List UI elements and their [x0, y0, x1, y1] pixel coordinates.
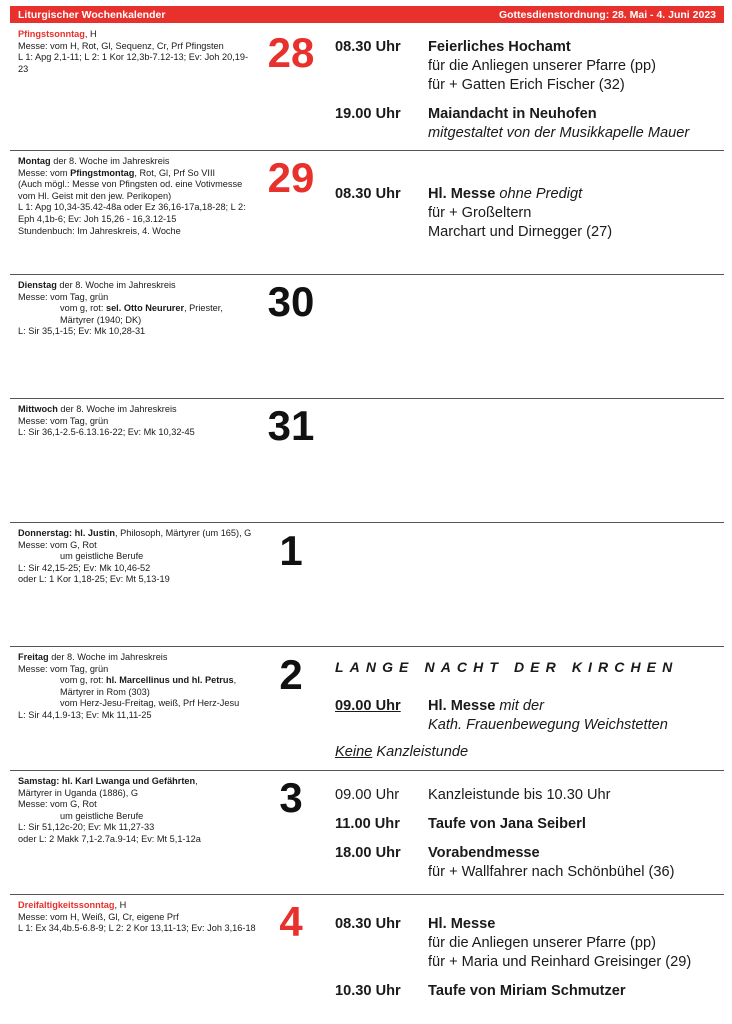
- day-name: Dienstag: [18, 280, 57, 290]
- event-intention: für + Wallfahrer nach Schönbühel (36): [428, 864, 675, 880]
- day-info: Freitag der 8. Woche im Jahreskreis Messe: vom Tag, grün vom g, rot: hl. Marcellinus und hl. Petrus, Märtyrer in Rom (303) vom Herz-Jesu-Freitag, weiß, Prf Herz-Jesu L: Sir 44,1.9-13; Ev: Mk 11,11-25: [18, 652, 258, 722]
- event-intention: Marchart und Dirnegger (27): [428, 224, 613, 240]
- day-4: [10, 895, 724, 1019]
- day-31: [10, 399, 724, 523]
- event-title: Maiandacht in Neuhofen: [428, 106, 597, 122]
- event-title: Hl. Messe: [428, 916, 496, 932]
- day-info: Pfingstsonntag, H Messe: vom H, Rot, Gl, Sequenz, Cr, Prf Pfingsten L 1: Apg 2,1-11; L 2: 1 Kor 12,3b-7.12-13; Ev: Joh 20,19-23: [18, 29, 258, 75]
- event-time: 09.00 Uhr: [335, 698, 401, 714]
- event-title: Hl. Messe: [428, 186, 496, 202]
- day-number: 4: [279, 898, 303, 945]
- event-time: 08.30 Uhr: [335, 916, 401, 932]
- lesung-line: L: Sir 35,1-15; Ev: Mk 10,28-31: [18, 326, 146, 337]
- day-info: Samstag: hl. Karl Lwanga und Gefährten, Märtyrer in Uganda (1886), G Messe: vom G, Rot um geistliche Berufe L: Sir 51,12c-20; Ev: Mk 11,27-33 oder L: 2 Makk 7,1-2.7a.9-14; Ev: Mt 5,1-12a: [18, 776, 258, 846]
- day-2: Freitag der 8. Woche im Jahreskreis Messe: vom Tag, grün vom g, rot: hl. Marcellinus und hl. Petrus, Märtyrer in Rom (303) vom Herz-Jesu-Freitag, weiß, Prf Herz-Jesu L: Sir 44,1.9-13; Ev: Mk 11,11-25 2 LANGE NACHT DER KIRCHEN 09.00 Uhr Hl. Messe mit der Kath. Frauenbewegung Weichstetten Keine Kanzleistunde: [10, 647, 724, 771]
- header-title: Liturgischer Wochenkalender: [18, 8, 166, 21]
- event-intention: für die Anliegen unserer Pfarre (pp): [428, 58, 656, 74]
- day-info: Montag der 8. Woche im Jahreskreis Messe: vom Pfingstmontag, Rot, Gl, Prf So VIII (Auch mögl.: Messe von Pfingsten od. eine Votivmesse vom Hl. Geist mit den jew. Perikopen) L 1: Apg 10,34-35.42-48a oder Ez 36,16-17a,18-28; L 2: Eph 4,1b-6; Ev: Joh 15,26 - 16,3.12-15 Stundenbuch: Im Jahreskreis, 4. Woche: [18, 156, 258, 237]
- event-title: Vorabendmesse: [428, 845, 540, 861]
- event-intention: für + Großeltern: [428, 205, 532, 221]
- calendar-header: [10, 6, 724, 23]
- lesung-line: oder L: 2 Makk 7,1-2.7a.9-14; Ev: Mt 5,1-12a: [18, 833, 201, 844]
- lesung-line: oder L: 1 Kor 1,18-25; Ev: Mt 5,13-19: [18, 574, 170, 585]
- lesung-line: L: Sir 44,1.9-13; Ev: Mk 11,11-25: [18, 709, 152, 720]
- event-intention: für die Anliegen unserer Pfarre (pp): [428, 935, 656, 951]
- stundenbuch-line: Stundenbuch: Im Jahreskreis, 4. Woche: [18, 225, 181, 236]
- day-number: 31: [267, 402, 315, 449]
- event-banner: LANGE NACHT DER KIRCHEN: [335, 659, 679, 675]
- day-1: [10, 523, 724, 647]
- day-28: [10, 24, 724, 151]
- lesung-line: L 1: Ex 34,4b.5-6.8-9; L 2: 2 Kor 13,11-13; Ev: Joh 3,16-18: [18, 923, 256, 934]
- day-number: 3: [279, 774, 303, 821]
- lesung-line: L 1: Apg 10,34-35.42-48a oder Ez 36,16-17a,18-28; L 2: Eph 4,1b-6; Ev: Joh 15,26 - 16,3.12-15: [18, 202, 246, 224]
- day-number: 29: [267, 154, 315, 201]
- day-name: Dreifaltigkeitssonntag: [18, 900, 115, 910]
- header-date-range: Gottesdienstordnung: 28. Mai - 4. Juni 2023: [498, 8, 716, 21]
- event-time: 11.00 Uhr: [335, 816, 400, 832]
- event-intention: für + Gatten Erich Fischer (32): [428, 77, 625, 93]
- event-time: 08.30 Uhr: [335, 39, 401, 55]
- event-title: Taufe von Miriam Schmutzer: [428, 983, 626, 999]
- lesung-line: L: Sir 42,15-25; Ev: Mk 10,46-52: [18, 562, 151, 573]
- day-name: Pfingstsonntag: [18, 29, 85, 39]
- day-name: Mittwoch: [18, 404, 58, 414]
- lesung-line: L 1: Apg 2,1-11; L 2: 1 Kor 12,3b-7.12-13; Ev: Joh 20,19-23: [18, 52, 249, 74]
- event-note: mitgestaltet von der Musikkapelle Mauer: [428, 125, 690, 141]
- day-name: Montag: [18, 156, 51, 166]
- event-time: 10.30 Uhr: [335, 983, 401, 999]
- event-title: Hl. Messe: [428, 698, 496, 714]
- lesung-line: L: Sir 36,1-2.5-6.13.16-22; Ev: Mk 10,32-45: [18, 427, 195, 438]
- office-note: Keine Kanzleistunde: [335, 744, 469, 760]
- messe-line: Messe: vom H, Rot, Gl, Sequenz, Cr, Prf Pfingsten: [18, 40, 224, 51]
- day-info: Donnerstag: hl. Justin, Philosoph, Märtyrer (um 165), G Messe: vom G, Rot um geistliche Berufe L: Sir 42,15-25; Ev: Mk 10,46-52 oder L: 1 Kor 1,18-25; Ev: Mt 5,13-19: [18, 528, 258, 586]
- day-info: Mittwoch der 8. Woche im Jahreskreis Messe: vom Tag, grün L: Sir 36,1-2.5-6.13.16-22; Ev: Mk 10,32-45: [18, 404, 258, 439]
- event-note: Kath. Frauenbewegung Weichstetten: [428, 717, 668, 733]
- day-number: 30: [267, 278, 315, 325]
- event-title: Taufe von Jana Seiberl: [428, 816, 586, 832]
- event-intention: für + Maria und Reinhard Greisinger (29): [428, 954, 692, 970]
- day-number: 28: [267, 29, 315, 76]
- day-29: Montag der 8. Woche im Jahreskreis Messe: vom Pfingstmontag, Rot, Gl, Prf So VIII (Auch mögl.: Messe von Pfingsten od. eine Votivmesse vom Hl. Geist mit den jew. Perikopen) L 1: Apg 10,34-35.42-48a oder Ez 36,16-17a,18-28; L 2: Eph 4,1b-6; Ev: Joh 15,26 - 16,3.12-15 Stundenbuch: Im Jahreskreis, 4. Woche 29 08.30 Uhr Hl. Messe ohne Predigt für + Großeltern Marchart und Dirnegger (27): [10, 151, 724, 275]
- day-number: 1: [279, 527, 303, 574]
- event-time: 09.00 Uhr: [335, 787, 400, 803]
- day-30: [10, 275, 724, 399]
- event-time: 18.00 Uhr: [335, 845, 401, 861]
- event-time: 08.30 Uhr: [335, 186, 401, 202]
- day-number: 2: [279, 651, 303, 698]
- day-info: Dreifaltigkeitssonntag, H Messe: vom H, Weiß, Gl, Cr, eigene Prf L 1: Ex 34,4b.5-6.8-9; L 2: 2 Kor 13,11-13; Ev: Joh 3,16-18: [18, 900, 258, 935]
- day-3: [10, 771, 724, 895]
- day-info: Dienstag der 8. Woche im Jahreskreis Messe: vom Tag, grün vom g, rot: sel. Otto Neururer, Priester, Märtyrer (1940; DK) L: Sir 35,1-15; Ev: Mk 10,28-31: [18, 280, 258, 338]
- day-name: Samstag: hl. Karl Lwanga und Gefährten: [18, 776, 196, 786]
- event-title: Kanzleistunde bis 10.30 Uhr: [428, 787, 611, 803]
- day-name: Freitag: [18, 652, 49, 662]
- event-time: 19.00 Uhr: [335, 106, 401, 122]
- note-line: (Auch mögl.: Messe von Pfingsten od. eine Votivmesse vom Hl. Geist mit den jew. Perikopen): [18, 179, 243, 201]
- lesung-line: L: Sir 51,12c-20; Ev: Mk 11,27-33: [18, 822, 155, 833]
- event-title: Feierliches Hochamt: [428, 39, 571, 55]
- day-name: Donnerstag: hl. Justin: [18, 528, 115, 538]
